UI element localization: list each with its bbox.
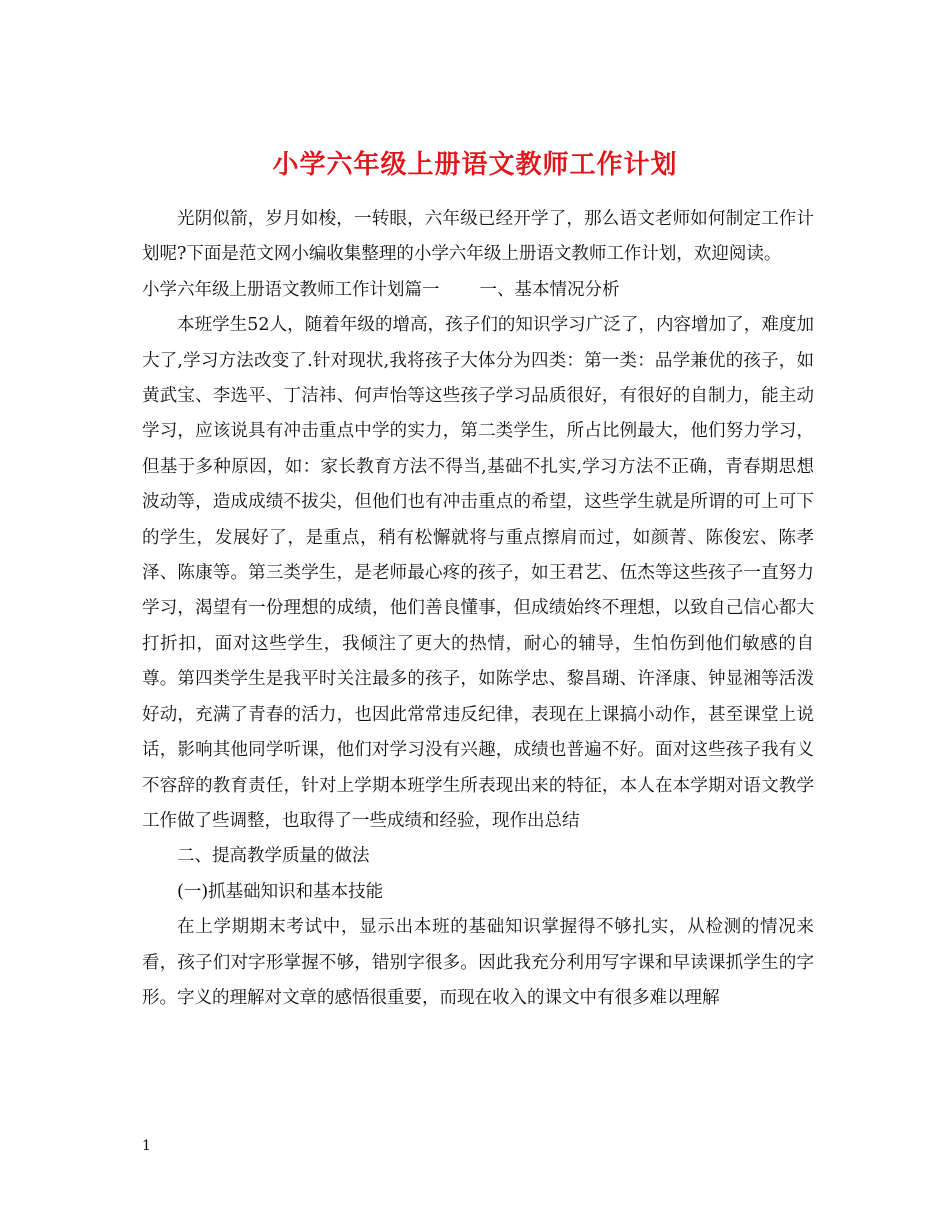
heading-improve-quality: 二、提高教学质量的做法 — [177, 846, 370, 867]
document-body — [142, 202, 814, 1016]
section-heading-subtitle: 一、基本情况分析 — [479, 279, 620, 300]
section-heading-title: 小学六年级上册语文教师工作计划篇一 — [142, 279, 440, 300]
document-title: 小学六年级上册语文教师工作计划 — [272, 150, 678, 181]
analysis-paragraph: 本班学生52人，随着年级的增高，孩子们的知识学习广泛了，内容增加了，难度加大了,学习方法改变了.针对现状,我将孩子大体分为四类：第一类：品学兼优的孩子，如黄武宝、李选平、丁洁祎、何声怡等这些孩子学习品质很好，有很好的自制力，能主动学习，应该说具有冲击重点中学的实力，第二类学生，所占比例最大，他们努力学习，但基于多种原因，如：家长教育方法不得当,基础不扎实,学习方法不正确，青春期思想波动等，造成成绩不拔尖，但他们也有冲击重点的希望，这些学生就是所谓的可上可下的学生，发展好了，是重点，稍有松懈就将与重点擦肩而过，如颜菁、陈俊宏、陈孝泽、陈康等。第三类学生，是老师最心疼的孩子，如王君艺、伍杰等这些孩子一直努力学习，渴望有一份理想的成绩，他们善良懂事，但成绩始终不理想，以致自己信心都大打折扣，面对这些学生，我倾注了更大的热情，耐心的辅导，生怕伤到他们敏感的自尊。第四类学生是我平时关注最多的孩子，如陈学忠、黎昌瑚、许泽康、钟显湘等活泼好动，充满了青春的活力，也因此常常违反纪律，表现在上课搞小动作，甚至课堂上说话，影响其他同学听课，他们对学习没有兴趣，成绩也普遍不好。面对这些孩子我有义不容辞的教育责任，针对上学期本班学生所表现出来的特征，本人在本学期对语文教学工作做了些调整，也取得了一些成绩和经验，现作出总结 — [142, 315, 814, 831]
intro-paragraph: 光阴似箭，岁月如梭，一转眼，六年级已经开学了，那么语文老师如何制定工作计划呢?下面是范文网小编收集整理的小学六年级上册语文教师工作计划，欢迎阅读。 — [142, 209, 814, 265]
section-heading-line — [142, 273, 814, 308]
heading-basic-skills: (一)抓基础知识和基本技能 — [177, 881, 384, 902]
basic-skills-paragraph: 在上学期期末考试中，显示出本班的基础知识掌握得不够扎实，从检测的情况来看，孩子们对字形掌握不够，错别字很多。因此我充分利用写字课和早读课抓学生的字形。字义的理解对文章的感悟很重要，而现在收入的课文中有很多难以理解 — [142, 917, 814, 1008]
page-number: 1 — [142, 1138, 151, 1154]
